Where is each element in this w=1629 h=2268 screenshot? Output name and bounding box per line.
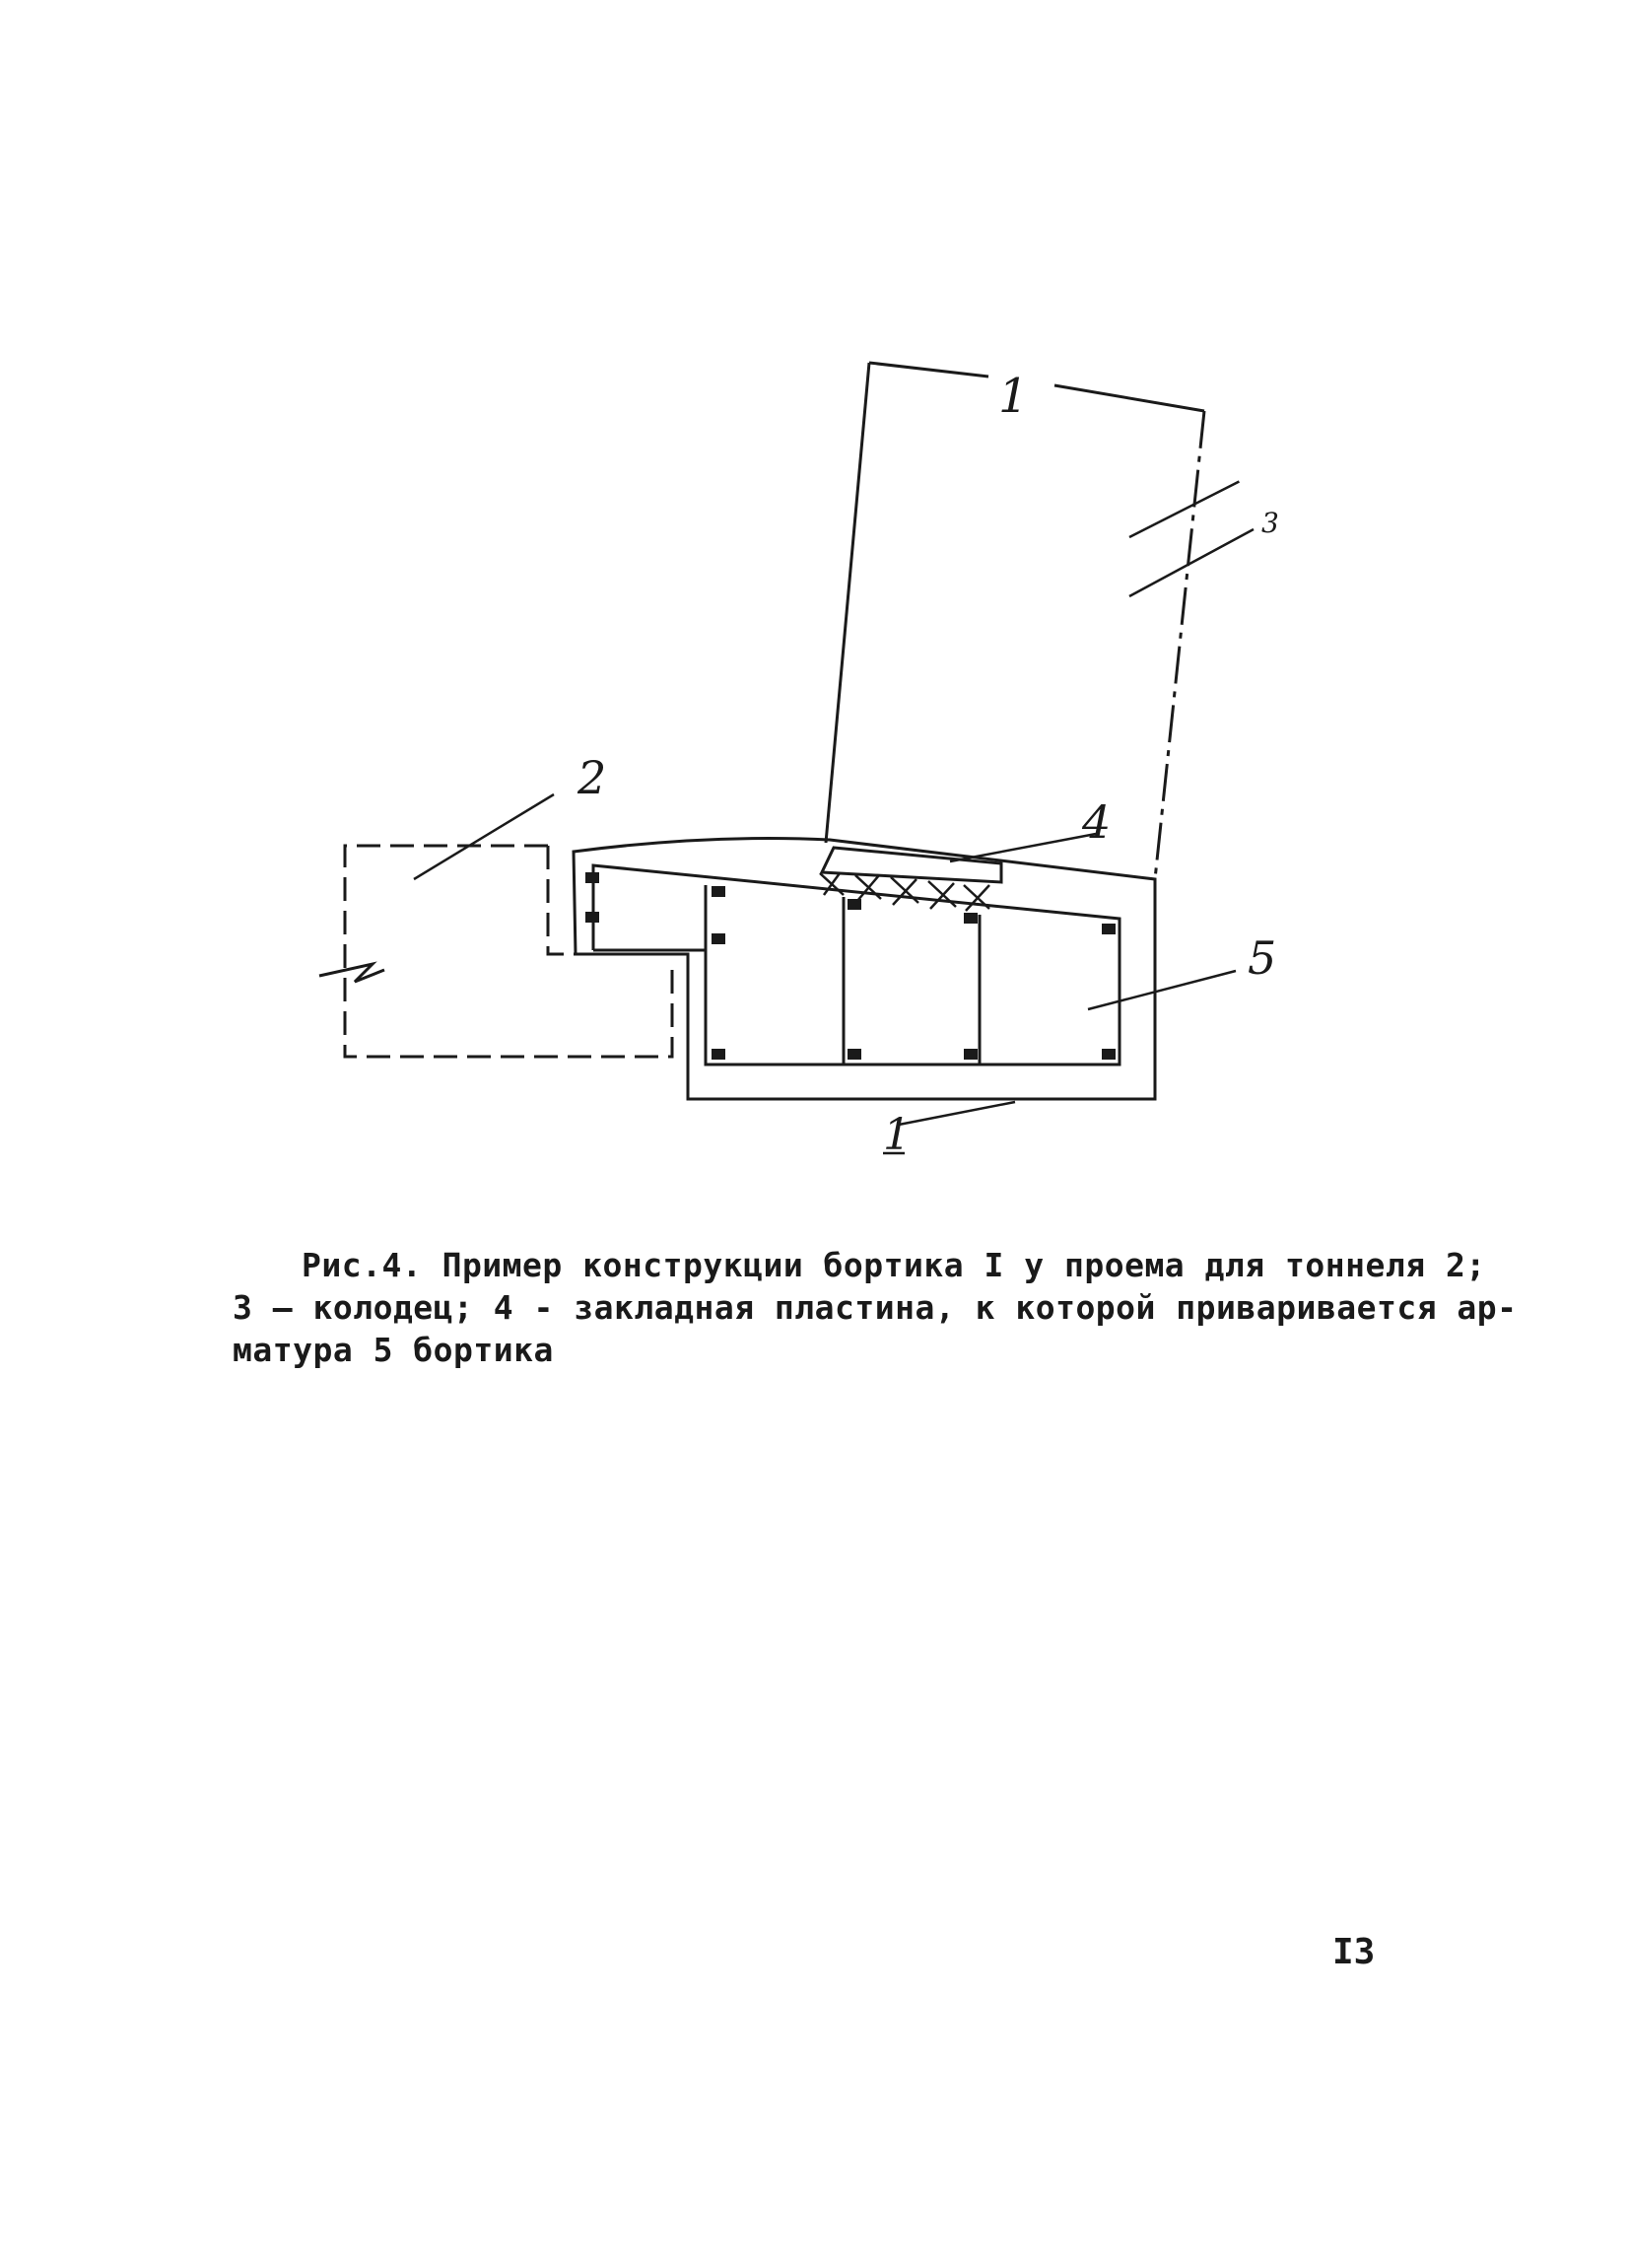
figure-caption	[233, 1244, 1518, 1371]
break-line-icon	[319, 964, 384, 982]
caption-line-1: Рис.4. Пример конструкции бортика I у проема для тоннеля 2;	[302, 1246, 1486, 1284]
callout-curb-top: 1	[998, 369, 1029, 424]
caption-line-3: матура 5 бортика	[233, 1331, 554, 1369]
callout-tunnel: 2	[577, 751, 607, 804]
page-number: I3	[1332, 1932, 1376, 1972]
callout-plate: 4	[1082, 795, 1112, 849]
well-outline	[826, 363, 1204, 879]
callout-rebar: 5	[1248, 931, 1277, 985]
callout-well: 3	[1261, 507, 1279, 539]
leader-lines	[414, 481, 1254, 1125]
curb-outline	[574, 839, 1155, 1100]
reinforcement-cage	[593, 865, 1120, 1065]
caption-line-2: 3 — колодец; 4 - закладная пластина, к которой приваривается ар-	[233, 1288, 1518, 1327]
rebar-dots	[585, 872, 1116, 1060]
callout-curb-bottom: 1	[883, 1110, 911, 1160]
